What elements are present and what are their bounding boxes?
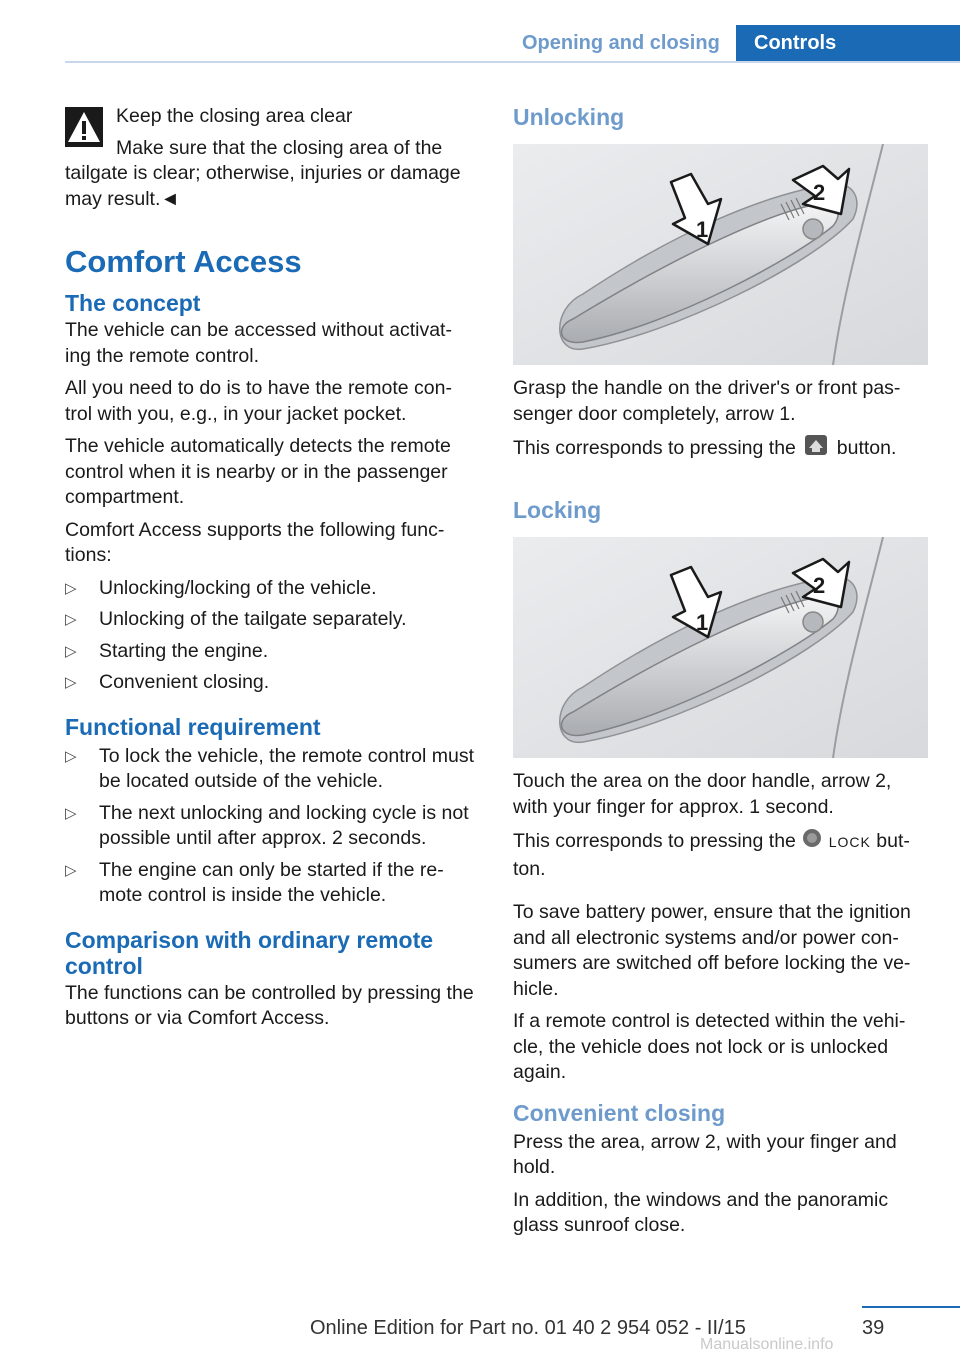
convenient-paragraph-2: In addition, the windows and the panoramic glass sunroof close. bbox=[513, 1188, 889, 1236]
lock-icon-label: LOCK bbox=[828, 833, 871, 850]
list-item: ▷ Starting the engine. bbox=[65, 639, 480, 665]
unlocking-paragraph-1: Grasp the handle on the driver's or front pas‐ senger door completely, arrow 1. bbox=[513, 377, 901, 425]
bullet-triangle-icon: ▷ bbox=[65, 642, 77, 660]
locking-paragraph-4: If a remote control is detected within the vehi‐ cle, the vehicle does not lock or is unlocked again. bbox=[513, 1010, 906, 1083]
right-column-upper bbox=[513, 376, 928, 471]
footer-edition: Online Edition for Part no. 01 40 2 954 052 - II/15 bbox=[310, 1317, 746, 1339]
list-item: ▷ The next unlocking and locking cycle is not possible until after approx. 2 seconds. bbox=[65, 801, 469, 849]
list-item: ▷ Convenient closing. bbox=[65, 670, 480, 696]
comparison-paragraph: The functions can be controlled by pressing the buttons or via Comfort Access. bbox=[65, 981, 474, 1029]
unlocking-figure bbox=[513, 144, 928, 365]
left-column bbox=[65, 104, 480, 1039]
watermark: Manualsonline.info bbox=[700, 1336, 834, 1353]
locking-paragraph-3: To save battery power, ensure that the ignition and all electronic systems and/or power con‐ sumers are switched off before locking the ve‐ hicle. bbox=[513, 901, 911, 1000]
warning-text: Make sure that the closing area of the tailgate is clear; otherwise, injuries or damage may result.◄ bbox=[65, 136, 461, 210]
concept-paragraph-4: Comfort Access supports the following func‐ tions: bbox=[65, 518, 445, 566]
locking-paragraph-2: This corresponds to pressing the LOCK but‐ ton. bbox=[513, 827, 928, 882]
concept-paragraph-1: The vehicle can be accessed without activat‐ ing the remote control. bbox=[65, 319, 452, 367]
heading-comfort-access: Comfort Access bbox=[65, 244, 302, 279]
bullet-triangle-icon: ▷ bbox=[65, 804, 77, 822]
arrow-2-label: 2 bbox=[813, 573, 826, 598]
warning-title: Keep the closing area clear bbox=[116, 105, 353, 127]
arrow-1-label: 1 bbox=[696, 610, 709, 635]
locking-paragraph-1: Touch the area on the door handle, arrow 2, with your finger for approx. 1 second. bbox=[513, 770, 892, 818]
lock-button-icon bbox=[801, 827, 823, 857]
concept-paragraph-3: The vehicle automatically detects the remote control when it is nearby or in the passenger compartment. bbox=[65, 435, 451, 508]
header-chapter-tab: Controls bbox=[736, 25, 960, 62]
bullet-triangle-icon: ▷ bbox=[65, 674, 77, 691]
list-item: ▷ Unlocking/locking of the vehicle. bbox=[65, 576, 480, 602]
unlocking-paragraph-2: This corresponds to pressing the button. bbox=[513, 434, 928, 464]
page-number: 39 bbox=[862, 1317, 885, 1339]
bullet-triangle-icon: ▷ bbox=[65, 611, 77, 628]
list-item: ▷ To lock the vehicle, the remote control must be located outside of the vehicle. bbox=[65, 744, 475, 792]
features-list bbox=[65, 576, 480, 696]
footer-rule bbox=[862, 1306, 960, 1308]
bullet-triangle-icon: ▷ bbox=[65, 861, 77, 879]
list-item: ▷ The engine can only be started if the re‐ mote control is inside the vehicle. bbox=[65, 858, 444, 906]
convenient-paragraph-1: Press the area, arrow 2, with your finger and hold. bbox=[513, 1130, 897, 1178]
heading-functional-requirement: Functional requirement bbox=[65, 713, 321, 740]
concept-paragraph-2: All you need to do is to have the remote con‐ trol with you, e.g., in your jacket pocket. bbox=[65, 377, 452, 425]
heading-convenient-closing: Convenient closing bbox=[513, 1099, 726, 1126]
heading-comparison: Comparison with ordinary remote control bbox=[65, 926, 434, 979]
heading-concept: The concept bbox=[65, 290, 201, 316]
bullet-triangle-icon: ▷ bbox=[65, 747, 77, 765]
unlock-button-icon bbox=[801, 434, 831, 464]
right-column-lower bbox=[513, 769, 928, 1246]
locking-figure bbox=[513, 537, 928, 758]
header-rule bbox=[65, 61, 960, 63]
heading-unlocking: Unlocking bbox=[513, 104, 625, 130]
header-section: Opening and closing bbox=[522, 32, 720, 54]
arrow-1-label: 1 bbox=[696, 217, 709, 242]
arrow-2-label: 2 bbox=[813, 180, 826, 205]
requirements-list bbox=[65, 744, 480, 909]
heading-locking: Locking bbox=[513, 497, 602, 523]
list-item: ▷ Unlocking of the tailgate separately. bbox=[65, 607, 480, 633]
bullet-triangle-icon: ▷ bbox=[65, 579, 77, 597]
